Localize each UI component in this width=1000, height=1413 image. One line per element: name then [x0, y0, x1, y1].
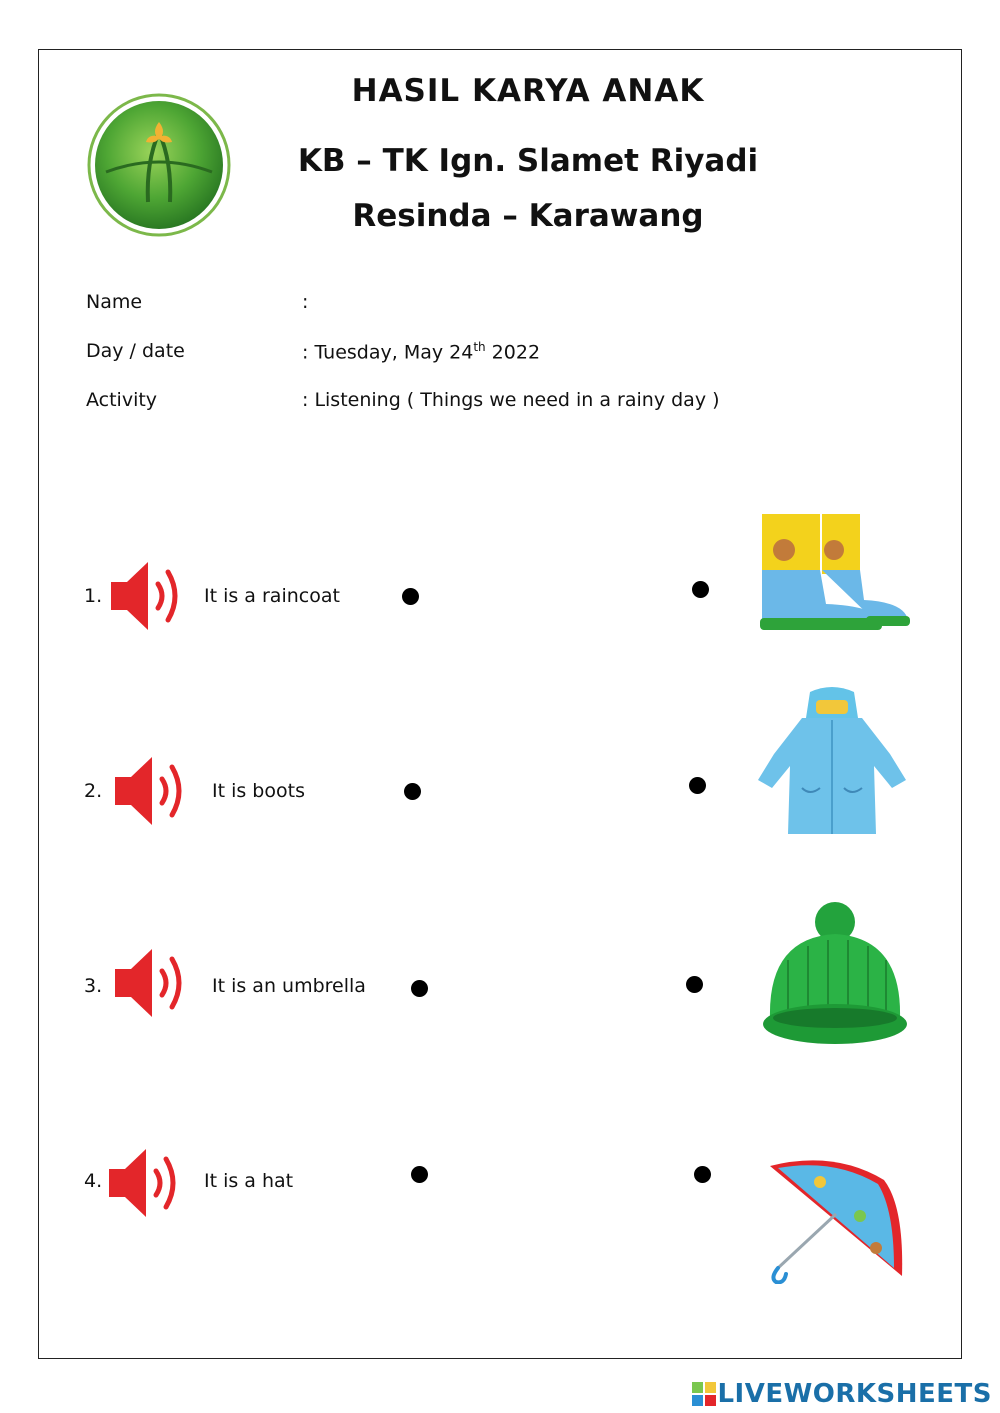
page-title: HASIL KARYA ANAK [351, 73, 705, 109]
left-match-dot[interactable] [402, 588, 419, 605]
speaker-icon[interactable] [106, 1145, 188, 1221]
right-match-dot[interactable] [692, 581, 709, 598]
item-number: 4. [84, 1170, 103, 1192]
item-number: 1. [84, 585, 103, 607]
liveworksheets-brand[interactable] [691, 1378, 992, 1410]
liveworksheets-logo-icon [691, 1381, 717, 1407]
item-sentence: It is boots [212, 780, 305, 802]
left-match-dot[interactable] [404, 783, 421, 800]
right-match-dot[interactable] [689, 777, 706, 794]
right-match-dot[interactable] [686, 976, 703, 993]
boots-picture[interactable] [756, 510, 912, 642]
speaker-icon[interactable] [112, 945, 194, 1021]
brand-name: LIVEWORKSHEETS [717, 1379, 992, 1409]
item-sentence: It is an umbrella [212, 975, 366, 997]
right-match-dot[interactable] [694, 1166, 711, 1183]
date-label: Day / date [86, 340, 185, 362]
speaker-icon[interactable] [108, 558, 190, 634]
item-number: 3. [84, 975, 103, 997]
item-number: 2. [84, 780, 103, 802]
school-location: Resinda – Karawang [352, 198, 704, 234]
left-match-dot[interactable] [411, 980, 428, 997]
activity-label: Activity [86, 389, 158, 411]
date-value: : Tuesday, May 24th 2022 [302, 340, 541, 364]
raincoat-picture[interactable] [752, 684, 912, 836]
name-field[interactable]: : [302, 291, 309, 313]
school-name: KB – TK Ign. Slamet Riyadi [297, 143, 759, 179]
umbrella-picture[interactable] [764, 1156, 910, 1284]
item-sentence: It is a hat [204, 1170, 294, 1192]
name-label: Name [86, 291, 143, 313]
item-sentence: It is a raincoat [204, 585, 340, 607]
activity-value: : Listening ( Things we need in a rainy day ) [302, 389, 720, 411]
speaker-icon[interactable] [112, 753, 194, 829]
left-match-dot[interactable] [411, 1166, 428, 1183]
hat-picture[interactable] [758, 900, 912, 1048]
